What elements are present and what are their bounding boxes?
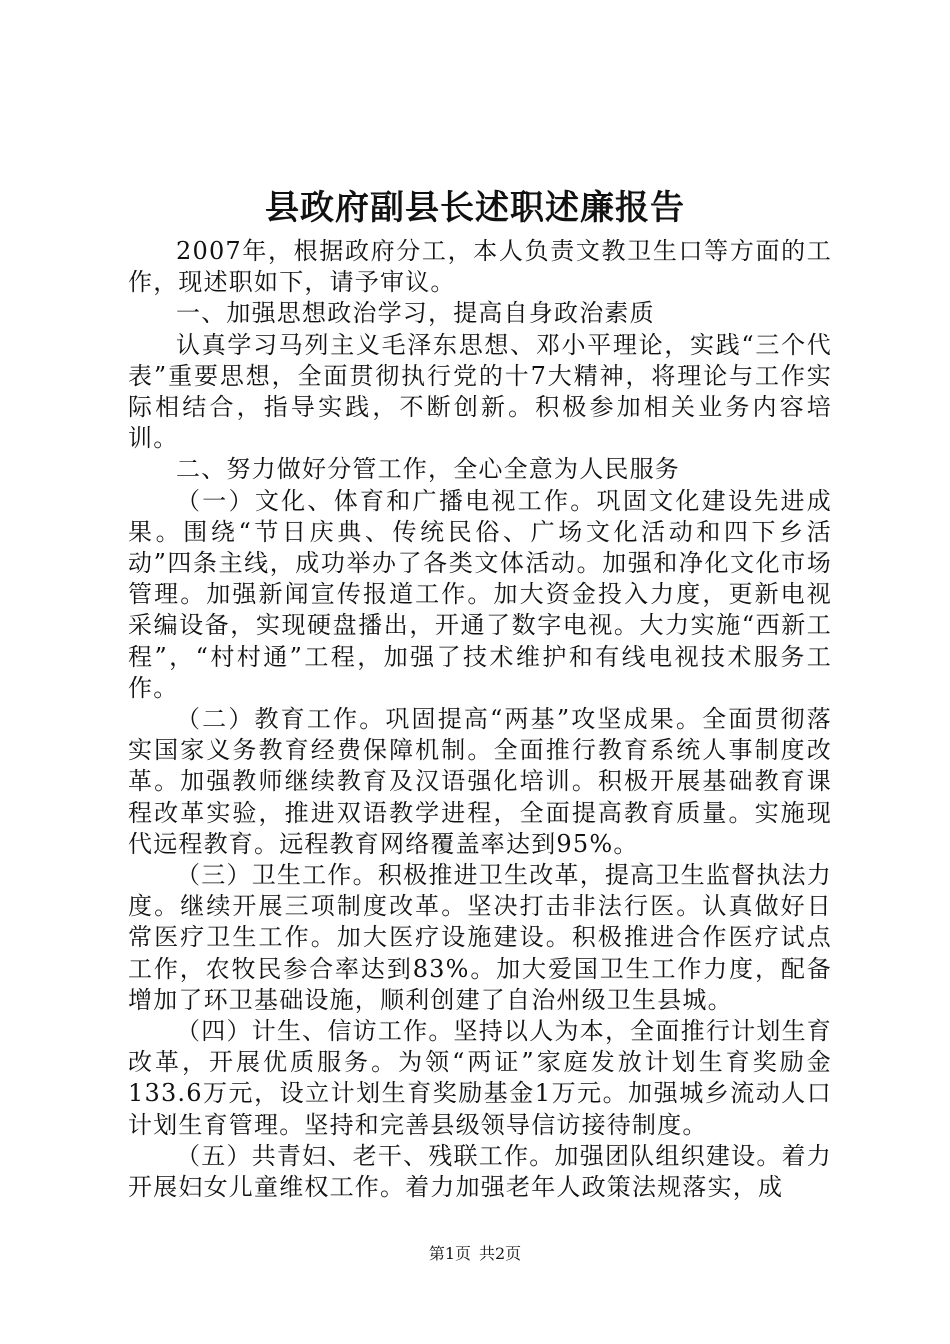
paragraph-culture: （一）文化、体育和广播电视工作。巩固文化建设先进成果。围绕“节日庆典、传统民俗、广场文化活动和四下乡活动”四条主线，成功举办了各类文体活动。加强和净化文化市场管理。加强新闻宣传报道工作。加大资金投入力度，更新电视采编设备，实现硬盘播出，开通了数字电视。大力实施“西新工程”，“村村通”工程，加强了技术维护和有线电视技术服务工作。 [128, 486, 832, 702]
page-footer [0, 1244, 950, 1264]
document-body [128, 236, 832, 1203]
page-total: 共2页 [479, 1244, 522, 1263]
paragraph-education: （二）教育工作。巩固提高“两基”攻坚成果。全面贯彻落实国家义务教育经费保障机制。全面推行教育系统人事制度改革。加强教师继续教育及汉语强化培训。积极开展基础教育课程改革实验，推进双语教学进程，全面提高教育质量。实施现代远程教育。远程教育网络覆盖率达到95%。 [128, 705, 832, 858]
paragraph-youth-women: （五）共青妇、老干、残联工作。加强团队组织建设。着力开展妇女儿童维权工作。着力加强老年人政策法规落实，成 [128, 1141, 832, 1202]
paragraph-study: 认真学习马列主义毛泽东思想、邓小平理论，实践“三个代表”重要思想，全面贯彻执行党的十7大精神，将理论与工作实际相结合，指导实践，不断创新。积极参加相关业务内容培训。 [128, 330, 832, 453]
paragraph-family-planning: （四）计生、信访工作。坚持以人为本，全面推行计划生育改革，开展优质服务。为领“两证”家庭发放计划生育奖励金133.6万元，设立计划生育奖励基金1万元。加强城乡流动人口计划生育管理。坚持和完善县级领导信访接待制度。 [128, 1017, 832, 1139]
paragraph-health: （三）卫生工作。积极推进卫生改革，提高卫生监督执法力度。继续开展三项制度改革。坚决打击非法行医。认真做好日常医疗卫生工作。加大医疗设施建设。积极推进合作医疗试点工作，农牧民参合率达到83%。加大爱国卫生工作力度，配备增加了环卫基础设施，顺利创建了自治州级卫生县城。 [128, 861, 832, 1014]
section-heading-1: 一、加强思想政治学习，提高自身政治素质 [176, 299, 655, 328]
paragraph-intro: 2007年，根据政府分工，本人负责文教卫生口等方面的工作，现述职如下，请予审议。 [128, 237, 832, 297]
page-number: 第1页 [428, 1244, 471, 1263]
page-title: 县政府副县长述职述廉报告 [265, 188, 685, 228]
section-heading-2: 二、努力做好分管工作，全心全意为人民服务 [176, 455, 680, 484]
